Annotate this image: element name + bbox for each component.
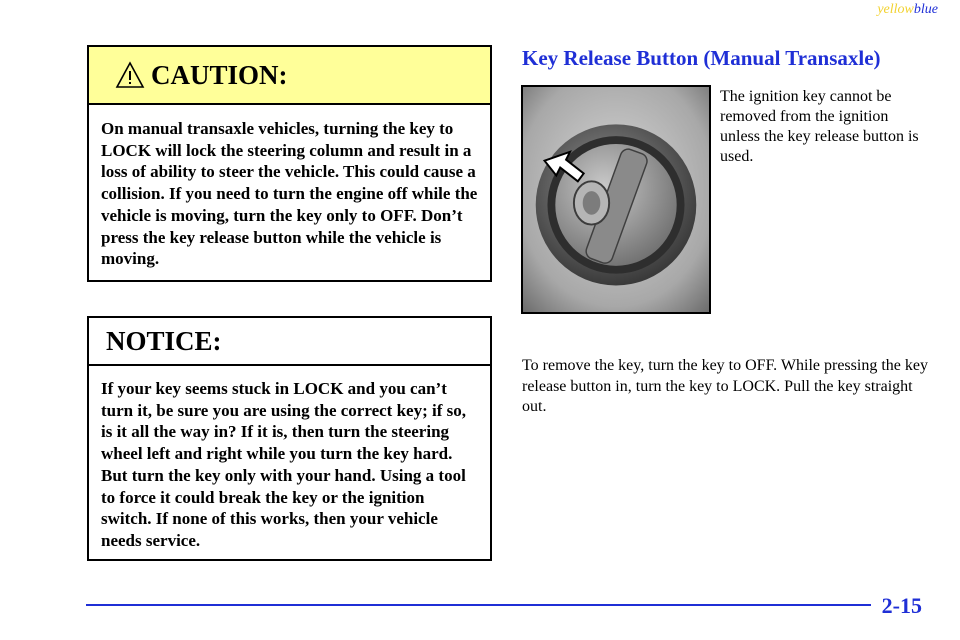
caution-title: CAUTION: bbox=[151, 59, 288, 90]
warning-triangle-icon bbox=[115, 60, 145, 90]
caution-header bbox=[89, 47, 490, 105]
ignition-photo bbox=[521, 85, 711, 314]
side-text: The ignition key cannot be removed from the ignition unless the key release button is used. bbox=[720, 88, 919, 165]
caution-box bbox=[87, 45, 492, 282]
footer-rule bbox=[86, 604, 871, 606]
body-text: To remove the key, turn the key to OFF. While pressing the key release button in, turn the key to LOCK. Pull the key straight out. bbox=[522, 357, 928, 415]
notice-title: NOTICE: bbox=[106, 325, 222, 356]
notice-box bbox=[87, 316, 492, 561]
edition-tag-blue: blue bbox=[913, 2, 938, 17]
edition-tag-yellow: yellow bbox=[877, 2, 914, 17]
caution-body: On manual transaxle vehicles, turning the key to LOCK will lock the steering column and result in a loss of ability to steer the vehicle. This could cause a collision. If you need to turn the engine off while the vehicle is moving, turn the key only to OFF. Don’t press the key release button while the vehicle is moving. bbox=[101, 119, 478, 269]
section-title: Key Release Button (Manual Transaxle) bbox=[522, 46, 881, 70]
edition-tag bbox=[877, 2, 938, 18]
notice-header bbox=[89, 318, 490, 366]
notice-body: If your key seems stuck in LOCK and you can’t turn it, be sure you are using the correct key; if so, is it all the way in? If it is, then turn the steering wheel left and right while you turn the key hard. But turn the key only with your hand. Using a tool to force it could break the key or the ignition switch. If none of this works, then your vehicle needs service. bbox=[101, 379, 466, 550]
page-number: 2-15 bbox=[881, 593, 922, 618]
